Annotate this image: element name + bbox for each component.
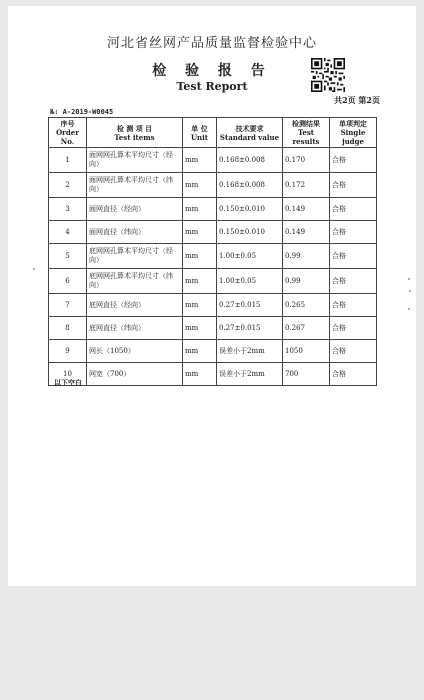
cell-single-judge: 合格: [330, 221, 377, 244]
cell-test-result: 0.99: [283, 244, 330, 269]
cell-single-judge: 合格: [330, 148, 377, 173]
table-row: [49, 269, 377, 294]
cell-unit: mm: [183, 244, 217, 269]
cell-order-no: 8: [49, 317, 87, 340]
organization-name: 河北省丝网产品质量监督检验中心: [106, 36, 317, 51]
cell-standard-value: 误差小于2mm: [217, 340, 283, 363]
cell-test-item: 面网网孔算术平均尺寸（纬向）: [87, 173, 183, 198]
cell-unit: mm: [183, 269, 217, 294]
header-unit: 单 位 Unit: [183, 118, 217, 148]
cell-unit: mm: [183, 173, 217, 198]
header-test-items: 检 测 项 目 Test items: [87, 118, 183, 148]
table-row: [49, 244, 377, 269]
cell-unit: mm: [183, 363, 217, 386]
cell-unit: mm: [183, 198, 217, 221]
cell-standard-value: 0.27±0.015: [217, 294, 283, 317]
cell-standard-value: 0.150±0.010: [217, 221, 283, 244]
cell-order-no: 1: [49, 148, 87, 173]
cell-single-judge: 合格: [330, 317, 377, 340]
cell-order-no: 4: [49, 221, 87, 244]
cell-single-judge: 合格: [330, 244, 377, 269]
scan-speck: [408, 308, 410, 310]
cell-test-result: 0.99: [283, 269, 330, 294]
table-header-row: [49, 118, 377, 148]
cell-order-no: 10: [49, 363, 87, 386]
table-row: [49, 198, 377, 221]
cell-order-no: 6: [49, 269, 87, 294]
cell-single-judge: 合格: [330, 294, 377, 317]
cell-single-judge: 合格: [330, 363, 377, 386]
cell-test-result: 0.149: [283, 221, 330, 244]
scan-speck: [33, 268, 35, 270]
cell-unit: mm: [183, 340, 217, 363]
cell-single-judge: 合格: [330, 173, 377, 198]
cell-unit: mm: [183, 294, 217, 317]
cell-unit: mm: [183, 317, 217, 340]
blank-below-note: 以下空白: [54, 378, 82, 387]
table-row: [49, 148, 377, 173]
header-test-results: 检测结果 Test results: [283, 118, 330, 148]
report-title-cn: 检 验 报 告: [152, 63, 272, 79]
cell-test-item: 网宽（700）: [87, 363, 183, 386]
cell-test-result: 0.267: [283, 317, 330, 340]
cell-unit: mm: [183, 221, 217, 244]
cell-unit: mm: [183, 148, 217, 173]
header-single-judge: 单项判定 Single judge: [330, 118, 377, 148]
cell-standard-value: 0.168±0.008: [217, 173, 283, 198]
table-row: [49, 221, 377, 244]
cell-test-result: 0.170: [283, 148, 330, 173]
header-standard-value: 技术要求 Standard value: [217, 118, 283, 148]
cell-standard-value: 0.168±0.008: [217, 148, 283, 173]
cell-test-item: 面网网孔算术平均尺寸（经向）: [87, 148, 183, 173]
cell-test-result: 0.149: [283, 198, 330, 221]
scan-speck: [408, 278, 410, 280]
table-row: [49, 173, 377, 198]
scan-speck: [409, 290, 411, 292]
cell-single-judge: 合格: [330, 340, 377, 363]
qr-code-icon: [311, 58, 345, 92]
cell-test-result: 0.265: [283, 294, 330, 317]
cell-order-no: 7: [49, 294, 87, 317]
cell-test-result: 700: [283, 363, 330, 386]
table-row: [49, 340, 377, 363]
report-title-en: Test Report: [176, 80, 248, 93]
cell-test-item: 底网直径（经向）: [87, 294, 183, 317]
report-number: №: A-2019-W0045: [50, 108, 114, 116]
table-row: [49, 363, 377, 386]
cell-standard-value: 1.00±0.05: [217, 269, 283, 294]
cell-order-no: 2: [49, 173, 87, 198]
cell-test-item: 网长（1050）: [87, 340, 183, 363]
table-row: [49, 317, 377, 340]
cell-test-item: 底网网孔算术平均尺寸（经向）: [87, 244, 183, 269]
cell-single-judge: 合格: [330, 269, 377, 294]
page-number-info: 共2页 第2页: [334, 95, 380, 105]
cell-test-item: 面网直径（纬向）: [87, 221, 183, 244]
cell-test-result: 1050: [283, 340, 330, 363]
cell-test-item: 面网直径（经向）: [87, 198, 183, 221]
cell-order-no: 5: [49, 244, 87, 269]
cell-test-result: 0.172: [283, 173, 330, 198]
cell-standard-value: 0.150±0.010: [217, 198, 283, 221]
cell-test-item: 底网直径（纬向）: [87, 317, 183, 340]
cell-test-item: 底网网孔算术平均尺寸（纬向）: [87, 269, 183, 294]
cell-standard-value: 1.00±0.05: [217, 244, 283, 269]
cell-standard-value: 0.27±0.015: [217, 317, 283, 340]
table-row: [49, 294, 377, 317]
cell-order-no: 3: [49, 198, 87, 221]
cell-order-no: 9: [49, 340, 87, 363]
test-results-table: [48, 117, 377, 386]
cell-standard-value: 误差小于2mm: [217, 363, 283, 386]
cell-single-judge: 合格: [330, 198, 377, 221]
header-order-no: 序号 Order No.: [49, 118, 87, 148]
